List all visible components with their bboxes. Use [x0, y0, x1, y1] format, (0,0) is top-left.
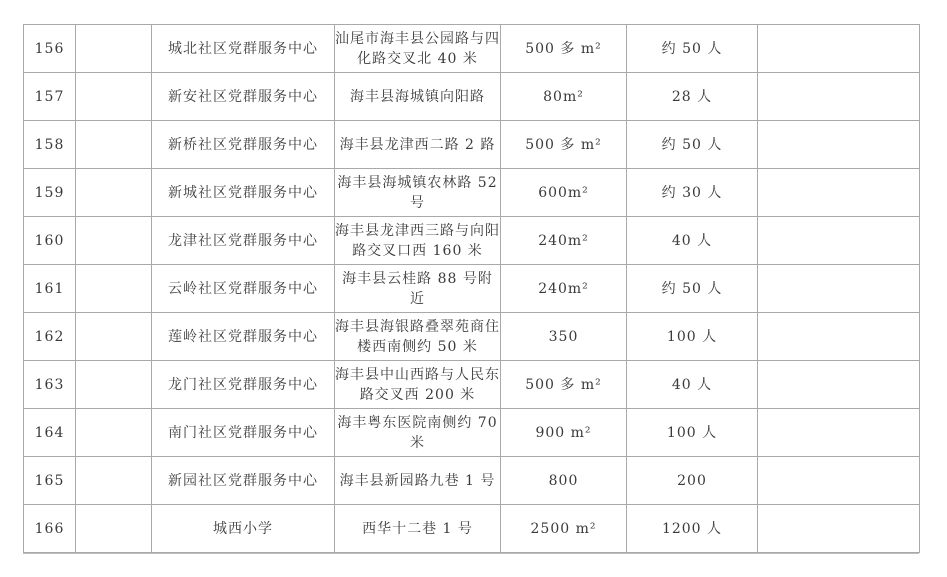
district-cell — [76, 313, 152, 361]
row-number: 164 — [24, 409, 76, 457]
facility-address: 海丰县云桂路 88 号附近 — [335, 265, 501, 313]
facility-area: 900 m² — [501, 409, 627, 457]
remarks-cell — [758, 73, 920, 121]
facility-address: 海丰粤东医院南侧约 70 米 — [335, 409, 501, 457]
table-body — [24, 25, 920, 553]
facility-capacity: 1200 人 — [627, 505, 758, 553]
table-row — [24, 265, 920, 313]
facility-address: 海丰县中山西路与人民东路交叉西 200 米 — [335, 361, 501, 409]
table-row — [24, 217, 920, 265]
facility-area: 350 — [501, 313, 627, 361]
facility-capacity: 200 — [627, 457, 758, 505]
remarks-cell — [758, 409, 920, 457]
facility-area: 240m² — [501, 265, 627, 313]
district-cell — [76, 457, 152, 505]
district-cell — [76, 505, 152, 553]
facility-area: 500 多 m² — [501, 361, 627, 409]
table-row — [24, 169, 920, 217]
row-number: 159 — [24, 169, 76, 217]
table-row — [24, 361, 920, 409]
table-row — [24, 25, 920, 73]
facility-name: 城北社区党群服务中心 — [152, 25, 335, 73]
remarks-cell — [758, 217, 920, 265]
remarks-cell — [758, 313, 920, 361]
facility-name: 龙门社区党群服务中心 — [152, 361, 335, 409]
remarks-cell — [758, 457, 920, 505]
remarks-cell — [758, 25, 920, 73]
table-row — [24, 121, 920, 169]
district-cell — [76, 409, 152, 457]
district-cell — [76, 217, 152, 265]
district-cell — [76, 73, 152, 121]
facility-capacity: 约 50 人 — [627, 121, 758, 169]
facility-address: 海丰县龙津西二路 2 路 — [335, 121, 501, 169]
remarks-cell — [758, 505, 920, 553]
facility-area: 500 多 m² — [501, 121, 627, 169]
row-number: 163 — [24, 361, 76, 409]
remarks-cell — [758, 361, 920, 409]
row-number: 165 — [24, 457, 76, 505]
facility-address: 汕尾市海丰县公园路与四化路交叉北 40 米 — [335, 25, 501, 73]
row-number: 161 — [24, 265, 76, 313]
remarks-cell — [758, 169, 920, 217]
facility-area: 240m² — [501, 217, 627, 265]
table-row — [24, 457, 920, 505]
facility-table — [23, 24, 920, 553]
facility-name: 龙津社区党群服务中心 — [152, 217, 335, 265]
district-cell — [76, 265, 152, 313]
facility-name: 南门社区党群服务中心 — [152, 409, 335, 457]
facility-address: 海丰县海银路叠翠苑商住楼西南侧约 50 米 — [335, 313, 501, 361]
row-number: 166 — [24, 505, 76, 553]
facility-name: 城西小学 — [152, 505, 335, 553]
row-number: 160 — [24, 217, 76, 265]
facility-name: 新城社区党群服务中心 — [152, 169, 335, 217]
facility-capacity: 40 人 — [627, 361, 758, 409]
district-cell — [76, 169, 152, 217]
row-number: 162 — [24, 313, 76, 361]
facility-capacity: 40 人 — [627, 217, 758, 265]
table-row — [24, 73, 920, 121]
table-row — [24, 313, 920, 361]
facility-address: 海丰县新园路九巷 1 号 — [335, 457, 501, 505]
facility-area: 2500 m² — [501, 505, 627, 553]
facility-address: 海丰县龙津西三路与向阳路交叉口西 160 米 — [335, 217, 501, 265]
facility-capacity: 约 50 人 — [627, 265, 758, 313]
facility-capacity: 100 人 — [627, 313, 758, 361]
facility-capacity: 约 30 人 — [627, 169, 758, 217]
facility-name: 新桥社区党群服务中心 — [152, 121, 335, 169]
facility-capacity: 28 人 — [627, 73, 758, 121]
table-row — [24, 409, 920, 457]
row-number: 158 — [24, 121, 76, 169]
remarks-cell — [758, 265, 920, 313]
facility-area: 80m² — [501, 73, 627, 121]
facility-address: 海丰县海城镇向阳路 — [335, 73, 501, 121]
facility-area: 600m² — [501, 169, 627, 217]
district-cell — [76, 361, 152, 409]
facility-capacity: 约 50 人 — [627, 25, 758, 73]
row-number: 157 — [24, 73, 76, 121]
table-row — [24, 505, 920, 553]
bottom-divider — [23, 553, 919, 554]
row-number: 156 — [24, 25, 76, 73]
district-cell — [76, 121, 152, 169]
facility-capacity: 100 人 — [627, 409, 758, 457]
facility-address: 西华十二巷 1 号 — [335, 505, 501, 553]
remarks-cell — [758, 121, 920, 169]
facility-name: 新园社区党群服务中心 — [152, 457, 335, 505]
facility-name: 云岭社区党群服务中心 — [152, 265, 335, 313]
facility-name: 莲岭社区党群服务中心 — [152, 313, 335, 361]
facility-address: 海丰县海城镇农林路 52 号 — [335, 169, 501, 217]
facility-area: 800 — [501, 457, 627, 505]
facility-area: 500 多 m² — [501, 25, 627, 73]
district-cell — [76, 25, 152, 73]
facility-name: 新安社区党群服务中心 — [152, 73, 335, 121]
